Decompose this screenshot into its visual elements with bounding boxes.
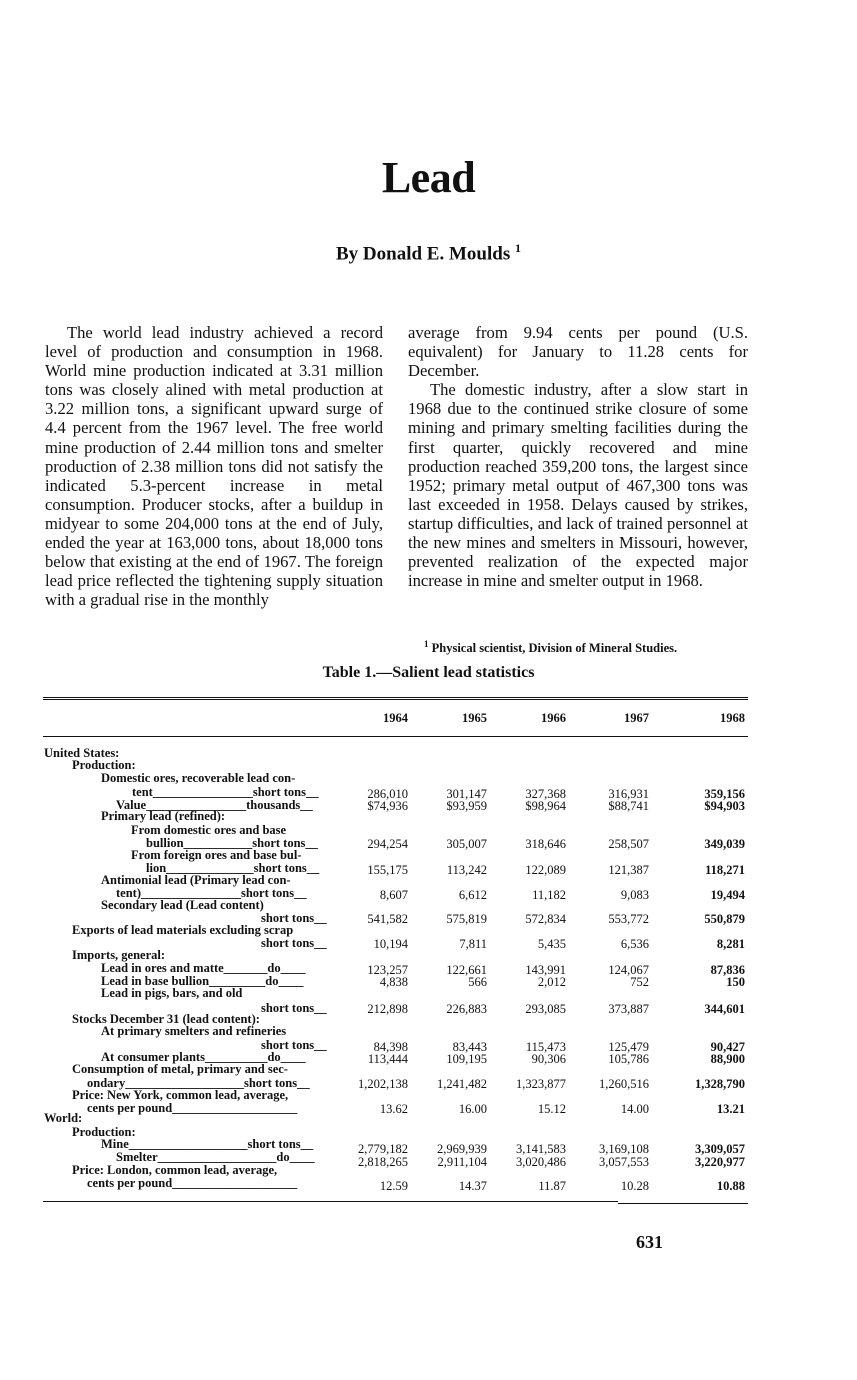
row-label-w-production: Production: bbox=[72, 1125, 136, 1139]
table-header-rule bbox=[43, 736, 748, 737]
row-label-price-ny-1: Price: New York, common lead, average, bbox=[72, 1088, 289, 1102]
author: By Donald E. Moulds bbox=[336, 243, 511, 265]
cell-base-bullion-1964: 4,838 bbox=[379, 975, 408, 989]
row-label-from-dom-1: From domestic ores and base bbox=[131, 823, 287, 837]
cell-consumer-plants-1966: 90,306 bbox=[531, 1052, 566, 1066]
cell-value-1966: $98,964 bbox=[525, 799, 566, 813]
row-label-from-dom-2: bullion___________short tons__ bbox=[146, 836, 318, 850]
row-label-exports-unit: short tons__ bbox=[261, 936, 327, 950]
cell-ores-matte-1966: 143,991 bbox=[525, 963, 566, 977]
row-label-exports: Exports of lead materials excluding scrap bbox=[72, 923, 294, 937]
row-label-primary: Primary lead (refined): bbox=[101, 809, 226, 823]
row-label-consumption-1: Consumption of metal, primary and sec- bbox=[72, 1062, 288, 1076]
cell-smelter-1967: 3,057,553 bbox=[599, 1155, 649, 1169]
row-label-antimonial-2: tent)________________short tons__ bbox=[116, 886, 307, 900]
cell-consumption-1967: 1,260,516 bbox=[599, 1077, 649, 1091]
paragraph-1: The world lead industry achieved a record level of production and consumption in 1968. World mine production indicated at 3.31 million tons was closely alined with metal production at 3.22 million tons, a significant upward surge of 4.4 percent from the 1967 level. The free world mine production of 2.44 million tons and smelter production of 2.38 million tons did not satisfy the indicated 5.3-percent increase in metal consumption. Producer stocks, after a buildup in midyear to some 204,000 tons at the end of July, ended the year at 163,000 tons, about 18,000 tons below that existing at the end of 1967. The foreign lead price reflected the tightening supply situation with a gradual rise in the monthly bbox=[45, 323, 383, 610]
cell-ores-matte-1964: 123,257 bbox=[367, 963, 408, 977]
row-label-stocks: Stocks December 31 (lead content): bbox=[72, 1012, 260, 1026]
cell-from-dom-1965: 305,007 bbox=[446, 837, 487, 851]
cell-consumption-1968: 1,328,790 bbox=[695, 1077, 745, 1091]
row-label-price-ny-2: cents per pound____________________ bbox=[87, 1101, 298, 1115]
cell-from-dom-1967: 258,507 bbox=[608, 837, 649, 851]
cell-exports-1964: 10,194 bbox=[373, 937, 408, 951]
row-label-dom-ores-2: tent________________short tons__ bbox=[132, 785, 319, 799]
cell-smelter-1965: 2,911,104 bbox=[437, 1155, 487, 1169]
cell-pigs-1965: 226,883 bbox=[446, 1002, 487, 1016]
year-header-1966: 1966 bbox=[541, 711, 566, 725]
cell-value-1965: $93,959 bbox=[446, 799, 487, 813]
cell-ores-matte-1967: 124,067 bbox=[608, 963, 649, 977]
cell-price-ny-1966: 15.12 bbox=[537, 1102, 566, 1116]
cell-mine-1965: 2,969,939 bbox=[437, 1142, 487, 1156]
cell-dom-ores-1967: 316,931 bbox=[608, 787, 649, 801]
cell-price-ldn-1965: 14.37 bbox=[458, 1179, 487, 1193]
cell-mine-1967: 3,169,108 bbox=[599, 1142, 649, 1156]
cell-exports-1966: 5,435 bbox=[537, 937, 566, 951]
row-label-price-ldn-1: Price: London, common lead, average, bbox=[72, 1163, 278, 1177]
row-label-from-for-2: lion______________short tons__ bbox=[146, 861, 320, 875]
row-label-ores-matte: Lead in ores and matte_______do____ bbox=[101, 961, 306, 975]
cell-price-ny-1964: 13.62 bbox=[379, 1102, 408, 1116]
table-bottom-rule-right bbox=[618, 1203, 748, 1204]
cell-dom-ores-1965: 301,147 bbox=[446, 787, 487, 801]
row-label-primary-smelters-unit: short tons__ bbox=[261, 1038, 327, 1052]
footnote-text: Physical scientist, Division of Mineral Studies. bbox=[431, 641, 678, 656]
row-label-secondary-unit: short tons__ bbox=[261, 911, 327, 925]
cell-from-dom-1966: 318,646 bbox=[525, 837, 566, 851]
cell-secondary-1967: 553,772 bbox=[608, 912, 649, 926]
cell-primary-smelters-1965: 83,443 bbox=[452, 1040, 487, 1054]
cell-base-bullion-1967: 752 bbox=[630, 975, 649, 989]
cell-consumption-1965: 1,241,482 bbox=[437, 1077, 487, 1091]
cell-smelter-1966: 3,020,486 bbox=[516, 1155, 566, 1169]
byline bbox=[0, 241, 857, 265]
cell-pigs-1964: 212,898 bbox=[367, 1002, 408, 1016]
cell-from-for-1968: 118,271 bbox=[705, 863, 745, 877]
cell-ores-matte-1965: 122,661 bbox=[446, 963, 487, 977]
cell-primary-smelters-1968: 90,427 bbox=[710, 1040, 745, 1054]
cell-from-for-1967: 121,387 bbox=[608, 863, 649, 877]
cell-mine-1964: 2,779,182 bbox=[358, 1142, 408, 1156]
cell-primary-smelters-1964: 84,398 bbox=[373, 1040, 408, 1054]
cell-price-ldn-1966: 11.87 bbox=[538, 1179, 566, 1193]
cell-price-ldn-1968: 10.88 bbox=[716, 1179, 745, 1193]
cell-from-dom-1968: 349,039 bbox=[704, 837, 745, 851]
cell-consumption-1966: 1,323,877 bbox=[516, 1077, 566, 1091]
paragraph-2: The domestic industry, after a slow start in 1968 due to the continued strike closure of some mining and primary smelting facilities during the first quarter, quickly recovered and mine production reached 359,200 tons, the largest since 1952; primary metal output of 467,300 tons was last exceeded in 1958. Delays caused by strikes, startup difficulties, and lack of trained personnel at the new mines and smelters in Missouri, however, prevented realization of the expected major increase in mine and smelter output in 1968. bbox=[408, 380, 748, 591]
cell-price-ny-1967: 14.00 bbox=[620, 1102, 649, 1116]
left-column bbox=[45, 323, 383, 609]
cell-antimonial-1967: 9,083 bbox=[620, 888, 649, 902]
cell-consumer-plants-1964: 113,444 bbox=[367, 1052, 408, 1066]
row-label-production: Production: bbox=[72, 758, 136, 772]
cell-from-for-1966: 122,089 bbox=[525, 863, 566, 877]
cell-consumer-plants-1967: 105,786 bbox=[608, 1052, 649, 1066]
cell-smelter-1968: 3,220,977 bbox=[695, 1155, 745, 1169]
cell-from-dom-1964: 294,254 bbox=[367, 837, 408, 851]
cell-pigs-1966: 293,085 bbox=[525, 1002, 566, 1016]
cell-base-bullion-1966: 2,012 bbox=[537, 975, 566, 989]
cell-antimonial-1965: 6,612 bbox=[458, 888, 487, 902]
table-top-rule-2 bbox=[43, 699, 748, 700]
cell-exports-1965: 7,811 bbox=[459, 937, 487, 951]
cell-exports-1968: 8,281 bbox=[716, 937, 745, 951]
cell-ores-matte-1968: 87,836 bbox=[710, 963, 745, 977]
row-label-pigs-1: Lead in pigs, bars, and old bbox=[101, 986, 243, 1000]
table-top-rule bbox=[43, 697, 748, 698]
cell-consumption-1964: 1,202,138 bbox=[358, 1077, 408, 1091]
row-label-smelter: Smelter___________________do____ bbox=[116, 1150, 315, 1164]
cell-price-ldn-1967: 10.28 bbox=[620, 1179, 649, 1193]
cell-from-for-1965: 113,242 bbox=[446, 863, 487, 877]
right-column bbox=[408, 323, 748, 590]
table-bottom-rule bbox=[43, 1201, 618, 1202]
cell-primary-smelters-1966: 115,473 bbox=[525, 1040, 566, 1054]
year-header-1965: 1965 bbox=[462, 711, 487, 725]
cell-dom-ores-1966: 327,368 bbox=[525, 787, 566, 801]
page-number: 631 bbox=[636, 1232, 663, 1252]
row-label-from-for-1: From foreign ores and base bul- bbox=[131, 848, 302, 862]
footnote-ref: 1 bbox=[514, 241, 521, 255]
cell-exports-1967: 6,536 bbox=[620, 937, 649, 951]
cell-primary-smelters-1967: 125,479 bbox=[608, 1040, 649, 1054]
cell-value-1968: $94,903 bbox=[704, 799, 745, 813]
row-label-consumption-2: ondary___________________short tons__ bbox=[87, 1076, 310, 1090]
cell-secondary-1968: 550,879 bbox=[704, 912, 745, 926]
cell-secondary-1965: 575,819 bbox=[446, 912, 487, 926]
page-title: Lead bbox=[381, 153, 476, 202]
cell-antimonial-1966: 11,182 bbox=[532, 888, 566, 902]
row-label-consumer-plants: At consumer plants__________do____ bbox=[101, 1050, 306, 1064]
cell-value-1967: $88,741 bbox=[608, 799, 649, 813]
paragraph-1-continued: average from 9.94 cents per pound (U.S. equivalent) for January to 11.28 cents for December. bbox=[408, 323, 748, 381]
cell-mine-1968: 3,309,057 bbox=[695, 1142, 745, 1156]
cell-base-bullion-1965: 566 bbox=[468, 975, 487, 989]
cell-consumer-plants-1968: 88,900 bbox=[710, 1052, 745, 1066]
row-label-base-bullion: Lead in base bullion_________do____ bbox=[101, 974, 304, 988]
year-header-1964: 1964 bbox=[383, 711, 408, 725]
row-label-value: Value________________thousands__ bbox=[116, 798, 313, 812]
cell-from-for-1964: 155,175 bbox=[367, 863, 408, 877]
year-header-1967: 1967 bbox=[624, 711, 649, 725]
row-label-antimonial-1: Antimonial lead (Primary lead con- bbox=[101, 873, 291, 887]
footnote-mark: 1 bbox=[424, 639, 429, 649]
table-title: Table 1.—Salient lead statistics bbox=[322, 664, 535, 681]
cell-smelter-1964: 2,818,265 bbox=[358, 1155, 408, 1169]
cell-dom-ores-1964: 286,010 bbox=[367, 787, 408, 801]
cell-price-ny-1965: 16.00 bbox=[458, 1102, 487, 1116]
cell-mine-1966: 3,141,583 bbox=[516, 1142, 566, 1156]
cell-price-ny-1968: 13.21 bbox=[716, 1102, 745, 1116]
cell-pigs-1967: 373,887 bbox=[608, 1002, 649, 1016]
row-label-imports: Imports, general: bbox=[72, 948, 166, 962]
row-label-secondary: Secondary lead (Lead content) bbox=[101, 898, 264, 912]
cell-consumer-plants-1965: 109,195 bbox=[446, 1052, 487, 1066]
footnote bbox=[408, 639, 753, 656]
cell-antimonial-1968: 19,494 bbox=[710, 888, 745, 902]
year-header-1968: 1968 bbox=[720, 711, 745, 725]
row-label-price-ldn-2: cents per pound____________________ bbox=[87, 1176, 298, 1190]
row-label-dom-ores-1: Domestic ores, recoverable lead con- bbox=[101, 771, 296, 785]
row-label-us: United States: bbox=[44, 746, 120, 760]
cell-dom-ores-1968: 359,156 bbox=[704, 787, 745, 801]
row-label-world: World: bbox=[44, 1111, 83, 1125]
cell-antimonial-1964: 8,607 bbox=[379, 888, 408, 902]
cell-value-1964: $74,936 bbox=[367, 799, 408, 813]
row-label-primary-smelters: At primary smelters and refineries bbox=[101, 1024, 287, 1038]
cell-secondary-1966: 572,834 bbox=[525, 912, 566, 926]
cell-pigs-1968: 344,601 bbox=[704, 1002, 745, 1016]
row-label-mine: Mine___________________short tons__ bbox=[101, 1137, 314, 1151]
cell-secondary-1964: 541,582 bbox=[367, 912, 408, 926]
cell-price-ldn-1964: 12.59 bbox=[379, 1179, 408, 1193]
row-label-pigs-unit: short tons__ bbox=[261, 1001, 327, 1015]
cell-base-bullion-1968: 150 bbox=[726, 975, 745, 989]
